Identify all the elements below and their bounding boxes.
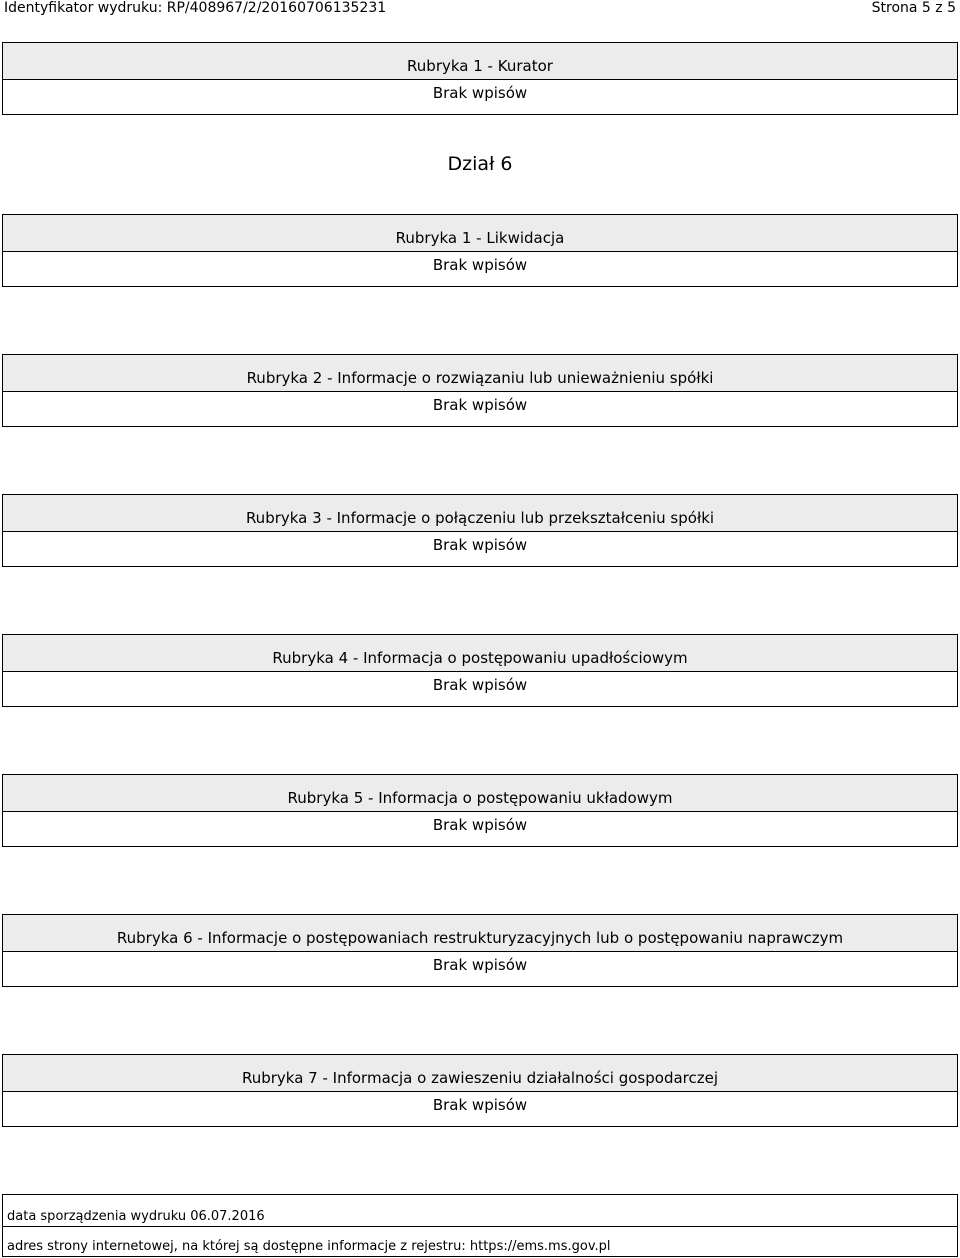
rubryka-title: Rubryka 5 - Informacja o postępowaniu układowym	[3, 775, 957, 812]
rubryka-box-likwidacja	[2, 214, 958, 287]
rubryka-box-rozwiazanie	[2, 354, 958, 427]
rubryka-title: Rubryka 3 - Informacje o połączeniu lub przekształceniu spółki	[3, 495, 957, 532]
print-identifier: Identyfikator wydruku: RP/408967/2/20160706135231	[4, 0, 387, 16]
rubryka-box-upadlosc	[2, 634, 958, 707]
rubryka-box-polaczenie	[2, 494, 958, 567]
rubryka-title: Rubryka 2 - Informacje o rozwiązaniu lub unieważnieniu spółki	[3, 355, 957, 392]
rubryka-box-kurator	[2, 42, 958, 115]
footer-divider	[3, 1226, 957, 1227]
rubryka-value: Brak wpisów	[3, 80, 957, 114]
rubryka-title: Rubryka 1 - Kurator	[3, 43, 957, 80]
print-date: data sporządzenia wydruku 06.07.2016	[7, 1209, 265, 1224]
rubryka-title: Rubryka 6 - Informacje o postępowaniach restrukturyzacyjnych lub o postępowaniu naprawczym	[3, 915, 957, 952]
print-footer	[2, 1194, 958, 1257]
rubryka-box-zawieszenie	[2, 1054, 958, 1127]
rubryka-title: Rubryka 7 - Informacja o zawieszeniu działalności gospodarczej	[3, 1055, 957, 1092]
rubryka-title: Rubryka 4 - Informacja o postępowaniu upadłościowym	[3, 635, 957, 672]
rubryka-title: Rubryka 1 - Likwidacja	[3, 215, 957, 252]
page-number: Strona 5 z 5	[871, 0, 956, 16]
rubryka-value: Brak wpisów	[3, 252, 957, 286]
rubryka-value: Brak wpisów	[3, 672, 957, 706]
section-title: Dział 6	[447, 153, 513, 175]
rubryka-value: Brak wpisów	[3, 392, 957, 426]
rubryka-value: Brak wpisów	[3, 952, 957, 986]
rubryka-box-restrukturyzacja	[2, 914, 958, 987]
rubryka-value: Brak wpisów	[3, 1092, 957, 1126]
rubryka-value: Brak wpisów	[3, 532, 957, 566]
rubryka-box-uklad	[2, 774, 958, 847]
registry-address: adres strony internetowej, na której są dostępne informacje z rejestru: https://ems.ms.gov.pl	[7, 1239, 611, 1254]
rubryka-value: Brak wpisów	[3, 812, 957, 846]
